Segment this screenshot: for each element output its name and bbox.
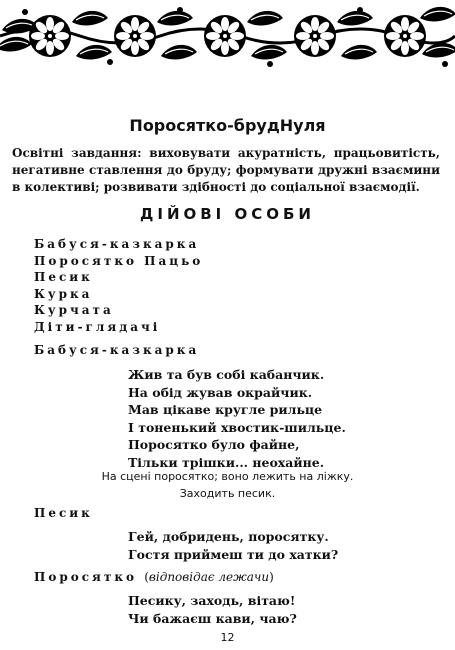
stage-line: На сцені поросятко; воно лежить на ліжку. [101, 470, 354, 483]
verse-line: Чи бажаєш кави, чаю? [128, 610, 297, 626]
cast-item: Бабуся-казкарка [34, 237, 200, 251]
cast-item: Курка [34, 286, 93, 301]
verse-line: Тільки трішки... неохайне. [128, 454, 325, 470]
cast-item: Курчата [34, 303, 114, 317]
verse-line: Мав цікаве кругле рильце [128, 402, 323, 417]
speaker-piglet: Поросятко (відповідає лежачи) [34, 570, 274, 584]
cast-list [34, 236, 203, 335]
verse-grandma [128, 366, 346, 471]
cast-item: Песик [34, 270, 93, 284]
verse-line: Гостя приймеш ти до хатки? [128, 546, 339, 562]
play-title: Поросятко-брудНуля [129, 116, 326, 135]
cast-item: Поросятко Пацьо [34, 253, 204, 268]
educational-tasks [12, 145, 440, 196]
cast-heading: ДІЙОВІ ОСОБИ [140, 205, 315, 223]
floral-ornament-border [0, 0, 455, 74]
page-number: 12 [220, 631, 235, 644]
tasks-label: Освітні завдання: [12, 146, 142, 160]
speaker-grandma: Бабуся-казкарка [34, 343, 200, 357]
stage-line: Заходить песик. [179, 487, 276, 500]
verse-piglet [128, 592, 297, 627]
speaker-piglet-note: відповідає лежачи [148, 570, 270, 584]
stage-direction [0, 468, 455, 502]
tasks-text: виховувати акуратність, працьовитість, негативне ставлення до бруду; формувати дружні взаємини в колективі; розвивати здібності до соціальної взаємодії. [12, 146, 440, 194]
verse-line: Жив та був собі кабанчик. [128, 367, 325, 382]
speaker-puppy: Песик [34, 506, 93, 520]
verse-line: Поросятко було файне, [128, 437, 300, 452]
verse-line: Песику, заходь, вітаю! [128, 593, 296, 608]
cast-item: Діти-глядачі [34, 319, 161, 334]
verse-line: Гей, добридень, поросятку. [128, 529, 329, 544]
speaker-piglet-name: Поросятко [34, 570, 138, 584]
verse-puppy [128, 528, 338, 563]
verse-line: І тоненький хвостик-шильце. [128, 419, 346, 435]
verse-line: На обід жував окрайчик. [128, 384, 313, 400]
